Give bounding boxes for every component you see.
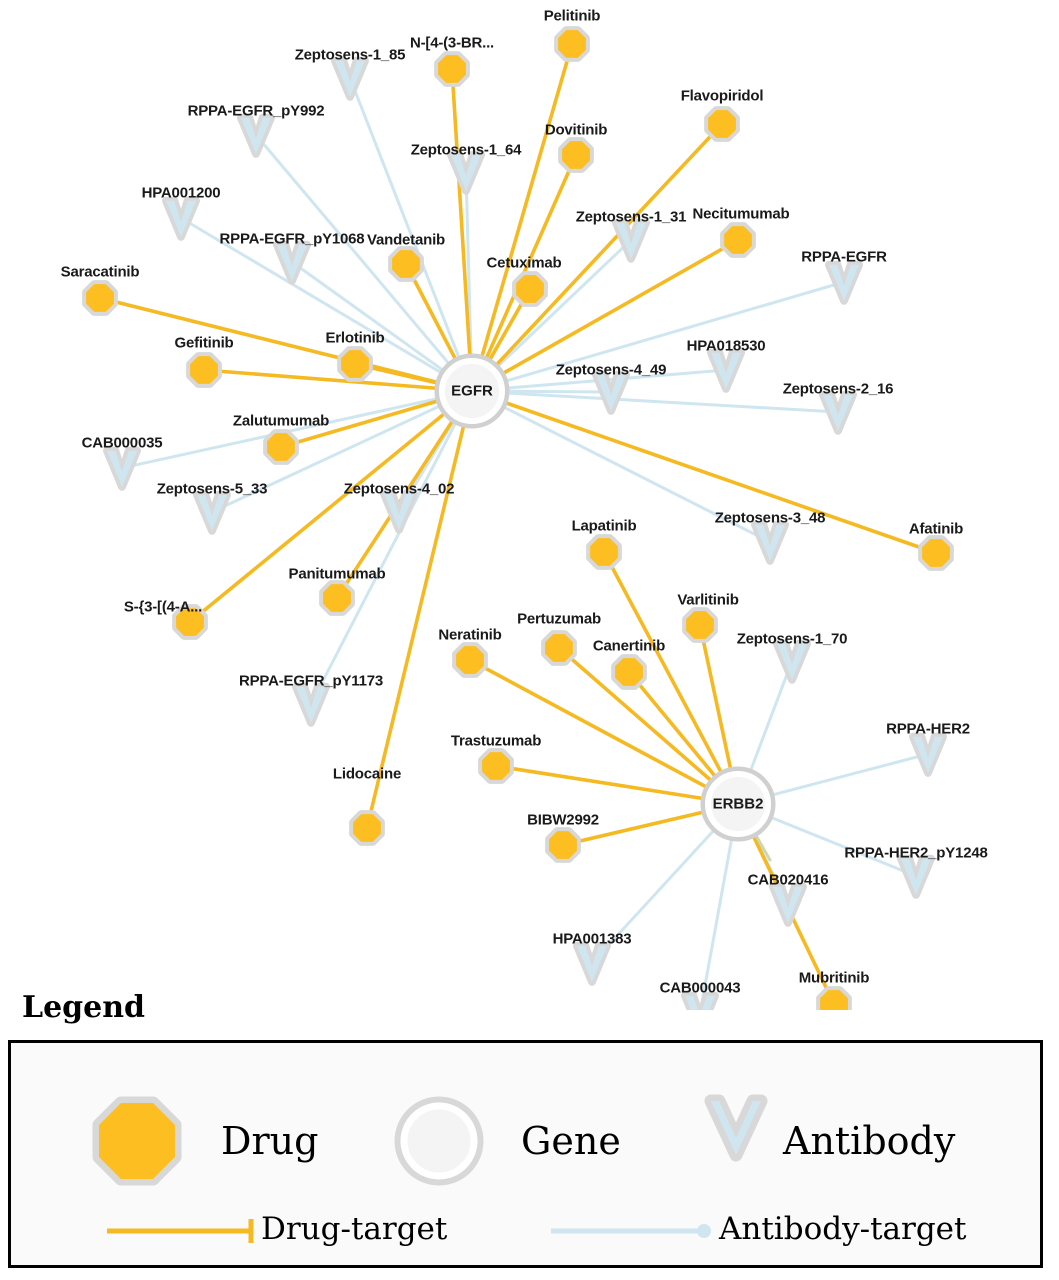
- antibody-node[interactable]: [296, 687, 326, 723]
- node-label: Neratinib: [438, 626, 502, 644]
- legend-drug-edge-icon: [107, 1219, 251, 1243]
- drug-node[interactable]: [190, 356, 218, 384]
- node-label: S-{3-[(4-A...: [123, 598, 203, 616]
- node-label: N-[4-(3-BR...: [409, 34, 495, 52]
- node-label: Zalutumumab: [232, 412, 330, 430]
- node-label: Pelitinib: [543, 7, 601, 25]
- node-label: Mubritinib: [798, 969, 870, 987]
- node-label: Flavopiridol: [680, 87, 764, 105]
- antibody-node[interactable]: [829, 265, 859, 301]
- drug-node[interactable]: [615, 658, 643, 686]
- node-label: RPPA-EGFR_pY1068: [219, 230, 365, 248]
- gene-node-label: ERBB2: [712, 795, 764, 813]
- node-label: Vandetanib: [366, 231, 446, 249]
- legend-drug-edge-label: Drug-target: [261, 1211, 448, 1247]
- node-label: Trastuzumab: [450, 732, 542, 750]
- node-label: Varlitinib: [677, 591, 739, 609]
- antibody-node[interactable]: [777, 644, 807, 680]
- node-label: CAB000043: [659, 979, 741, 997]
- node-label: Zeptosens-4_02: [343, 480, 455, 498]
- antibody-node[interactable]: [711, 353, 741, 389]
- node-label: Zeptosens-1_70: [736, 630, 848, 648]
- legend-box: [8, 1040, 1043, 1268]
- antibody-node[interactable]: [197, 495, 227, 531]
- node-label: Zeptosens-1_85: [294, 46, 406, 64]
- node-label: Zeptosens-3_48: [714, 509, 826, 527]
- node-label: Zeptosens-1_64: [410, 141, 522, 159]
- drug-node[interactable]: [562, 141, 590, 169]
- antibody-node[interactable]: [277, 245, 307, 281]
- node-label: Afatinib: [908, 520, 964, 538]
- node-label: Canertinib: [592, 637, 666, 655]
- node-label: HPA018530: [686, 337, 766, 355]
- drug-node[interactable]: [686, 611, 714, 639]
- antibody-node[interactable]: [773, 887, 803, 923]
- node-label: Zeptosens-4_49: [555, 361, 667, 379]
- legend-drug-icon: [99, 1103, 175, 1179]
- node-label: BIBW2992: [527, 811, 599, 829]
- node-label: Lapatinib: [571, 517, 637, 535]
- drug-node[interactable]: [558, 30, 586, 58]
- node-label: Zeptosens-1_31: [575, 208, 687, 226]
- node-label: CAB000035: [81, 434, 163, 452]
- antibody-node[interactable]: [913, 737, 943, 773]
- drug-node[interactable]: [438, 55, 466, 83]
- drug-node[interactable]: [724, 226, 752, 254]
- antibody-node[interactable]: [451, 155, 481, 191]
- node-label: RPPA-HER2: [886, 720, 970, 738]
- node-label: RPPA-EGFR_pY1173: [238, 672, 384, 690]
- drug-node[interactable]: [341, 350, 369, 378]
- antibody-node[interactable]: [577, 946, 607, 982]
- node-label: RPPA-HER2_pY1248: [844, 844, 988, 862]
- drug-node[interactable]: [516, 275, 544, 303]
- node-label: Necitumumab: [692, 205, 790, 223]
- gene-node-label: EGFR: [451, 382, 493, 400]
- antibody-node[interactable]: [384, 494, 414, 530]
- drug-node[interactable]: [922, 539, 950, 567]
- node-label: Panitumumab: [288, 565, 386, 583]
- antibody-node[interactable]: [901, 859, 931, 895]
- node-label: Cetuximab: [486, 254, 562, 272]
- node-label: Pertuzumab: [517, 610, 601, 628]
- drug-node[interactable]: [549, 831, 577, 859]
- antibody-node[interactable]: [616, 223, 646, 259]
- antibody-node[interactable]: [107, 451, 137, 487]
- drug-node[interactable]: [708, 110, 736, 138]
- drug-node[interactable]: [545, 634, 573, 662]
- antibody-node[interactable]: [335, 61, 365, 97]
- legend-antibody-icon: [711, 1101, 761, 1155]
- drug-node[interactable]: [323, 584, 351, 612]
- node-label: CAB020416: [747, 871, 829, 889]
- node-label: Zeptosens-5_33: [156, 480, 268, 498]
- legend-antibody-edge-label: Antibody-target: [719, 1211, 967, 1247]
- node-label: Zeptosens-2_16: [782, 380, 894, 398]
- node-label: Erlotinib: [325, 329, 385, 347]
- drug-node[interactable]: [590, 538, 618, 566]
- antibody-node[interactable]: [823, 395, 853, 431]
- drug-node[interactable]: [353, 814, 381, 842]
- legend-drug-label: Drug: [221, 1119, 319, 1163]
- antibody-node[interactable]: [166, 201, 196, 237]
- drug-node[interactable]: [820, 990, 848, 1010]
- drug-node[interactable]: [482, 752, 510, 780]
- drug-node[interactable]: [456, 646, 484, 674]
- legend-gene-label: Gene: [521, 1119, 621, 1163]
- antibody-node[interactable]: [685, 996, 715, 1010]
- node-label: Gefitinib: [174, 334, 234, 352]
- node-label: RPPA-EGFR: [801, 248, 887, 266]
- node-label: HPA001383: [552, 930, 632, 948]
- node-label: Dovitinib: [544, 121, 608, 139]
- legend-gene-icon: [399, 1101, 479, 1181]
- legend-title: Legend: [22, 990, 146, 1025]
- drug-node[interactable]: [267, 433, 295, 461]
- drug-node[interactable]: [392, 250, 420, 278]
- legend-antibody-label: Antibody: [783, 1119, 956, 1163]
- antibody-node[interactable]: [755, 525, 785, 561]
- node-label: RPPA-EGFR_pY992: [187, 102, 325, 120]
- node-label: HPA001200: [141, 184, 221, 202]
- drug-node[interactable]: [86, 284, 114, 312]
- legend-antibody-edge-icon: [551, 1224, 711, 1238]
- node-label: Saracatinib: [60, 263, 140, 281]
- node-label: Lidocaine: [332, 765, 402, 783]
